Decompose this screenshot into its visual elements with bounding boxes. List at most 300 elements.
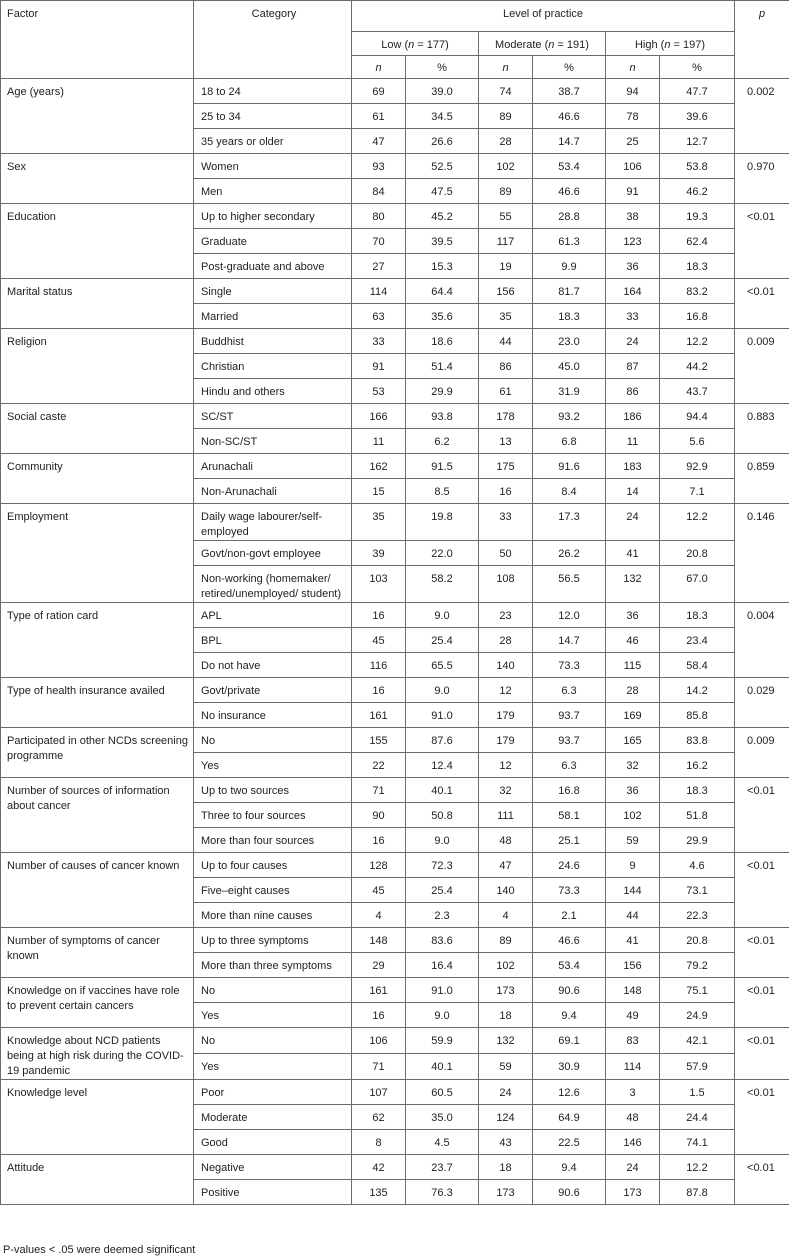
- percent-cell: 76.3: [406, 1180, 479, 1205]
- count-cell: 28: [479, 129, 533, 154]
- header-group-prefix: Moderate (: [495, 39, 549, 51]
- category-cell: Married: [194, 304, 352, 329]
- category-cell: Moderate: [194, 1105, 352, 1130]
- category-cell: Five–eight causes: [194, 878, 352, 903]
- category-cell: No: [194, 728, 352, 753]
- factor-cell: Religion: [1, 329, 194, 404]
- count-cell: 36: [606, 254, 660, 279]
- category-cell: Up to four causes: [194, 853, 352, 878]
- percent-cell: 23.7: [406, 1155, 479, 1180]
- percent-cell: 57.9: [660, 1054, 735, 1080]
- p-value-cell: 0.009: [735, 728, 789, 778]
- count-cell: 3: [606, 1080, 660, 1105]
- percent-cell: 18.6: [406, 329, 479, 354]
- percent-cell: 17.3: [533, 504, 606, 541]
- header-group-n: n: [664, 39, 671, 51]
- count-cell: 12: [479, 678, 533, 703]
- count-cell: 169: [606, 703, 660, 728]
- factor-cell: Knowledge about NCD patients being at high risk during the COVID-19 pandemic: [1, 1028, 194, 1080]
- percent-cell: 12.2: [660, 1155, 735, 1180]
- count-cell: 44: [606, 903, 660, 928]
- percent-cell: 75.1: [660, 978, 735, 1003]
- category-cell: No: [194, 1028, 352, 1054]
- count-cell: 91: [352, 354, 406, 379]
- p-value-cell: 0.859: [735, 454, 789, 504]
- category-cell: Do not have: [194, 653, 352, 678]
- percent-cell: 58.2: [406, 566, 479, 603]
- percent-cell: 43.7: [660, 379, 735, 404]
- factor-cell: Community: [1, 454, 194, 504]
- count-cell: 102: [606, 803, 660, 828]
- count-cell: 24: [606, 504, 660, 541]
- footnote: P-values < .05 were deemed significant: [3, 1244, 196, 1256]
- category-cell: Up to two sources: [194, 778, 352, 803]
- count-cell: 14: [606, 479, 660, 504]
- count-cell: 16: [352, 678, 406, 703]
- category-cell: Yes: [194, 753, 352, 778]
- category-cell: Three to four sources: [194, 803, 352, 828]
- percent-cell: 26.2: [533, 541, 606, 566]
- percent-cell: 23.0: [533, 329, 606, 354]
- percent-cell: 5.6: [660, 429, 735, 454]
- factor-cell: Sex: [1, 154, 194, 204]
- category-cell: BPL: [194, 628, 352, 653]
- percent-cell: 18.3: [660, 603, 735, 628]
- percent-cell: 20.8: [660, 541, 735, 566]
- percent-cell: 40.1: [406, 1054, 479, 1080]
- category-cell: Buddhist: [194, 329, 352, 354]
- p-value-cell: 0.009: [735, 329, 789, 404]
- category-cell: No insurance: [194, 703, 352, 728]
- count-cell: 42: [352, 1155, 406, 1180]
- category-cell: Christian: [194, 354, 352, 379]
- header-level-of-practice: Level of practice: [352, 1, 735, 32]
- category-cell: Hindu and others: [194, 379, 352, 404]
- p-value-cell: <0.01: [735, 928, 789, 978]
- count-cell: 4: [352, 903, 406, 928]
- percent-cell: 56.5: [533, 566, 606, 603]
- percent-cell: 34.5: [406, 104, 479, 129]
- category-cell: Graduate: [194, 229, 352, 254]
- count-cell: 69: [352, 79, 406, 104]
- p-value-cell: <0.01: [735, 1080, 789, 1155]
- percent-cell: 44.2: [660, 354, 735, 379]
- percent-cell: 16.8: [660, 304, 735, 329]
- p-value-cell: <0.01: [735, 853, 789, 928]
- factor-cell: Age (years): [1, 79, 194, 154]
- category-cell: Govt/private: [194, 678, 352, 703]
- percent-cell: 22.5: [533, 1130, 606, 1155]
- category-cell: Daily wage labourer/self-employed: [194, 504, 352, 541]
- factor-cell: Number of symptoms of cancer known: [1, 928, 194, 978]
- percent-cell: 87.8: [660, 1180, 735, 1205]
- count-cell: 16: [352, 1003, 406, 1028]
- count-cell: 29: [352, 953, 406, 978]
- count-cell: 124: [479, 1105, 533, 1130]
- percent-cell: 64.4: [406, 279, 479, 304]
- table-row: [1, 1028, 789, 1054]
- percent-cell: 28.8: [533, 204, 606, 229]
- header-category: Category: [194, 1, 352, 79]
- count-cell: 16: [352, 828, 406, 853]
- category-cell: Up to three symptoms: [194, 928, 352, 953]
- count-cell: 183: [606, 454, 660, 479]
- percent-cell: 83.6: [406, 928, 479, 953]
- count-cell: 78: [606, 104, 660, 129]
- count-cell: 45: [352, 878, 406, 903]
- percent-cell: 46.6: [533, 104, 606, 129]
- percent-cell: 2.3: [406, 903, 479, 928]
- count-cell: 135: [352, 1180, 406, 1205]
- count-cell: 48: [479, 828, 533, 853]
- category-cell: 35 years or older: [194, 129, 352, 154]
- factor-cell: Employment: [1, 504, 194, 603]
- percent-cell: 6.2: [406, 429, 479, 454]
- percent-cell: 60.5: [406, 1080, 479, 1105]
- percent-cell: 20.8: [660, 928, 735, 953]
- category-cell: Good: [194, 1130, 352, 1155]
- category-cell: Yes: [194, 1003, 352, 1028]
- percent-cell: 8.5: [406, 479, 479, 504]
- percent-cell: 73.1: [660, 878, 735, 903]
- count-cell: 33: [606, 304, 660, 329]
- count-cell: 89: [479, 928, 533, 953]
- count-cell: 61: [479, 379, 533, 404]
- percent-cell: 90.6: [533, 978, 606, 1003]
- percent-cell: 23.4: [660, 628, 735, 653]
- count-cell: 61: [352, 104, 406, 129]
- table-row: [1, 1155, 789, 1180]
- category-cell: 25 to 34: [194, 104, 352, 129]
- percent-cell: 25.4: [406, 878, 479, 903]
- count-cell: 123: [606, 229, 660, 254]
- count-cell: 8: [352, 1130, 406, 1155]
- count-cell: 106: [606, 154, 660, 179]
- p-value-cell: <0.01: [735, 778, 789, 853]
- count-cell: 47: [352, 129, 406, 154]
- percent-cell: 46.2: [660, 179, 735, 204]
- percent-cell: 7.1: [660, 479, 735, 504]
- header-group-0: [352, 32, 479, 56]
- count-cell: 164: [606, 279, 660, 304]
- table-row: [1, 603, 789, 628]
- percent-cell: 9.0: [406, 678, 479, 703]
- category-cell: Post-graduate and above: [194, 254, 352, 279]
- count-cell: 114: [606, 1054, 660, 1080]
- percent-cell: 93.2: [533, 404, 606, 429]
- percent-cell: 83.2: [660, 279, 735, 304]
- percent-cell: 39.6: [660, 104, 735, 129]
- factor-cell: Number of sources of information about cancer: [1, 778, 194, 853]
- category-cell: Up to higher secondary: [194, 204, 352, 229]
- category-cell: Men: [194, 179, 352, 204]
- header-group-prefix: Low (: [381, 39, 409, 51]
- count-cell: 49: [606, 1003, 660, 1028]
- p-value-cell: <0.01: [735, 279, 789, 329]
- count-cell: 16: [479, 479, 533, 504]
- count-cell: 11: [352, 429, 406, 454]
- percent-cell: 74.1: [660, 1130, 735, 1155]
- percent-cell: 4.6: [660, 853, 735, 878]
- percent-cell: 9.4: [533, 1003, 606, 1028]
- count-cell: 74: [479, 79, 533, 104]
- count-cell: 90: [352, 803, 406, 828]
- count-cell: 162: [352, 454, 406, 479]
- count-cell: 24: [479, 1080, 533, 1105]
- percent-cell: 58.4: [660, 653, 735, 678]
- table-row: [1, 329, 789, 354]
- count-cell: 140: [479, 653, 533, 678]
- count-cell: 89: [479, 104, 533, 129]
- table-row: [1, 454, 789, 479]
- percent-cell: 85.8: [660, 703, 735, 728]
- percent-cell: 65.5: [406, 653, 479, 678]
- percent-cell: 24.9: [660, 1003, 735, 1028]
- header-p: p: [735, 1, 789, 79]
- count-cell: 38: [606, 204, 660, 229]
- percent-cell: 29.9: [406, 379, 479, 404]
- p-value-cell: <0.01: [735, 1028, 789, 1080]
- header-n: n: [479, 56, 533, 79]
- count-cell: 36: [606, 778, 660, 803]
- count-cell: 108: [479, 566, 533, 603]
- percent-cell: 12.7: [660, 129, 735, 154]
- count-cell: 178: [479, 404, 533, 429]
- header-percent: %: [406, 56, 479, 79]
- p-value-cell: <0.01: [735, 1155, 789, 1205]
- percent-cell: 90.6: [533, 1180, 606, 1205]
- count-cell: 62: [352, 1105, 406, 1130]
- percent-cell: 22.3: [660, 903, 735, 928]
- percent-cell: 4.5: [406, 1130, 479, 1155]
- table-row: [1, 404, 789, 429]
- header-group-prefix: High (: [634, 39, 665, 51]
- percent-cell: 6.3: [533, 753, 606, 778]
- count-cell: 27: [352, 254, 406, 279]
- percent-cell: 19.3: [660, 204, 735, 229]
- percent-cell: 53.4: [533, 953, 606, 978]
- count-cell: 71: [352, 1054, 406, 1080]
- category-cell: Negative: [194, 1155, 352, 1180]
- table-row: [1, 79, 789, 104]
- count-cell: 35: [352, 504, 406, 541]
- percent-cell: 12.2: [660, 329, 735, 354]
- count-cell: 161: [352, 978, 406, 1003]
- count-cell: 13: [479, 429, 533, 454]
- percent-cell: 39.0: [406, 79, 479, 104]
- percent-cell: 16.4: [406, 953, 479, 978]
- percent-cell: 12.6: [533, 1080, 606, 1105]
- category-cell: Poor: [194, 1080, 352, 1105]
- p-value-cell: 0.029: [735, 678, 789, 728]
- count-cell: 132: [606, 566, 660, 603]
- table-row: [1, 778, 789, 803]
- factor-cell: Attitude: [1, 1155, 194, 1205]
- count-cell: 155: [352, 728, 406, 753]
- percent-cell: 47.7: [660, 79, 735, 104]
- category-cell: Non-working (homemaker/ retired/unemployed/ student): [194, 566, 352, 603]
- table-row: [1, 853, 789, 878]
- count-cell: 59: [606, 828, 660, 853]
- percent-cell: 64.9: [533, 1105, 606, 1130]
- percent-cell: 18.3: [660, 778, 735, 803]
- count-cell: 179: [479, 728, 533, 753]
- percent-cell: 72.3: [406, 853, 479, 878]
- header-group-suffix: = 197): [670, 39, 706, 51]
- count-cell: 128: [352, 853, 406, 878]
- count-cell: 35: [479, 304, 533, 329]
- category-cell: 18 to 24: [194, 79, 352, 104]
- percent-cell: 53.4: [533, 154, 606, 179]
- header-group-2: [606, 32, 735, 56]
- factor-cell: Education: [1, 204, 194, 279]
- percent-cell: 39.5: [406, 229, 479, 254]
- count-cell: 111: [479, 803, 533, 828]
- count-cell: 19: [479, 254, 533, 279]
- header-percent: %: [533, 56, 606, 79]
- count-cell: 156: [606, 953, 660, 978]
- count-cell: 84: [352, 179, 406, 204]
- count-cell: 173: [479, 1180, 533, 1205]
- percent-cell: 69.1: [533, 1028, 606, 1054]
- count-cell: 166: [352, 404, 406, 429]
- table-row: [1, 978, 789, 1003]
- header-n: n: [606, 56, 660, 79]
- count-cell: 148: [606, 978, 660, 1003]
- count-cell: 47: [479, 853, 533, 878]
- factor-cell: Social caste: [1, 404, 194, 454]
- category-cell: No: [194, 978, 352, 1003]
- count-cell: 32: [479, 778, 533, 803]
- count-cell: 39: [352, 541, 406, 566]
- count-cell: 24: [606, 1155, 660, 1180]
- percent-cell: 42.1: [660, 1028, 735, 1054]
- table-row: [1, 728, 789, 753]
- count-cell: 4: [479, 903, 533, 928]
- percent-cell: 51.4: [406, 354, 479, 379]
- category-cell: Positive: [194, 1180, 352, 1205]
- percent-cell: 18.3: [660, 254, 735, 279]
- count-cell: 161: [352, 703, 406, 728]
- percent-cell: 91.0: [406, 978, 479, 1003]
- count-cell: 45: [352, 628, 406, 653]
- count-cell: 18: [479, 1003, 533, 1028]
- percent-cell: 9.0: [406, 828, 479, 853]
- percent-cell: 9.0: [406, 603, 479, 628]
- count-cell: 102: [479, 154, 533, 179]
- p-value-cell: 0.883: [735, 404, 789, 454]
- percent-cell: 91.5: [406, 454, 479, 479]
- count-cell: 48: [606, 1105, 660, 1130]
- percent-cell: 59.9: [406, 1028, 479, 1054]
- category-cell: APL: [194, 603, 352, 628]
- percent-cell: 46.6: [533, 179, 606, 204]
- count-cell: 116: [352, 653, 406, 678]
- count-cell: 93: [352, 154, 406, 179]
- percent-cell: 87.6: [406, 728, 479, 753]
- percent-cell: 29.9: [660, 828, 735, 853]
- percent-cell: 30.9: [533, 1054, 606, 1080]
- factor-cell: Participated in other NCDs screening programme: [1, 728, 194, 778]
- p-value-cell: 0.004: [735, 603, 789, 678]
- count-cell: 41: [606, 928, 660, 953]
- count-cell: 41: [606, 541, 660, 566]
- percent-cell: 16.2: [660, 753, 735, 778]
- percent-cell: 53.8: [660, 154, 735, 179]
- percent-cell: 24.4: [660, 1105, 735, 1130]
- count-cell: 156: [479, 279, 533, 304]
- percent-cell: 14.2: [660, 678, 735, 703]
- percent-cell: 79.2: [660, 953, 735, 978]
- count-cell: 83: [606, 1028, 660, 1054]
- factor-cell: Marital status: [1, 279, 194, 329]
- count-cell: 115: [606, 653, 660, 678]
- count-cell: 148: [352, 928, 406, 953]
- count-cell: 91: [606, 179, 660, 204]
- table-row: [1, 279, 789, 304]
- header-group-n: n: [548, 39, 555, 51]
- percent-cell: 24.6: [533, 853, 606, 878]
- count-cell: 132: [479, 1028, 533, 1054]
- count-cell: 16: [352, 603, 406, 628]
- count-cell: 36: [606, 603, 660, 628]
- p-value-cell: <0.01: [735, 978, 789, 1028]
- category-cell: Single: [194, 279, 352, 304]
- percent-cell: 19.8: [406, 504, 479, 541]
- table-row: [1, 678, 789, 703]
- percent-cell: 14.7: [533, 628, 606, 653]
- percent-cell: 81.7: [533, 279, 606, 304]
- count-cell: 28: [606, 678, 660, 703]
- count-cell: 86: [479, 354, 533, 379]
- percent-cell: 9.4: [533, 1155, 606, 1180]
- category-cell: SC/ST: [194, 404, 352, 429]
- category-cell: More than four sources: [194, 828, 352, 853]
- p-value-cell: 0.970: [735, 154, 789, 204]
- count-cell: 24: [606, 329, 660, 354]
- count-cell: 25: [606, 129, 660, 154]
- percent-cell: 94.4: [660, 404, 735, 429]
- percent-cell: 91.6: [533, 454, 606, 479]
- header-group-suffix: = 191): [554, 39, 589, 51]
- count-cell: 165: [606, 728, 660, 753]
- count-cell: 23: [479, 603, 533, 628]
- count-cell: 43: [479, 1130, 533, 1155]
- percent-cell: 12.0: [533, 603, 606, 628]
- header-n: n: [352, 56, 406, 79]
- percent-cell: 26.6: [406, 129, 479, 154]
- percent-cell: 15.3: [406, 254, 479, 279]
- table-row: [1, 928, 789, 953]
- category-cell: Govt/non-govt employee: [194, 541, 352, 566]
- count-cell: 53: [352, 379, 406, 404]
- count-cell: 22: [352, 753, 406, 778]
- factor-cell: Type of health insurance availed: [1, 678, 194, 728]
- percent-cell: 92.9: [660, 454, 735, 479]
- percent-cell: 46.6: [533, 928, 606, 953]
- count-cell: 33: [352, 329, 406, 354]
- factor-cell: Number of causes of cancer known: [1, 853, 194, 928]
- category-cell: Arunachali: [194, 454, 352, 479]
- count-cell: 50: [479, 541, 533, 566]
- percent-cell: 1.5: [660, 1080, 735, 1105]
- percent-cell: 12.2: [660, 504, 735, 541]
- count-cell: 70: [352, 229, 406, 254]
- count-cell: 114: [352, 279, 406, 304]
- count-cell: 44: [479, 329, 533, 354]
- header-factor: Factor: [1, 1, 194, 79]
- factor-cell: Type of ration card: [1, 603, 194, 678]
